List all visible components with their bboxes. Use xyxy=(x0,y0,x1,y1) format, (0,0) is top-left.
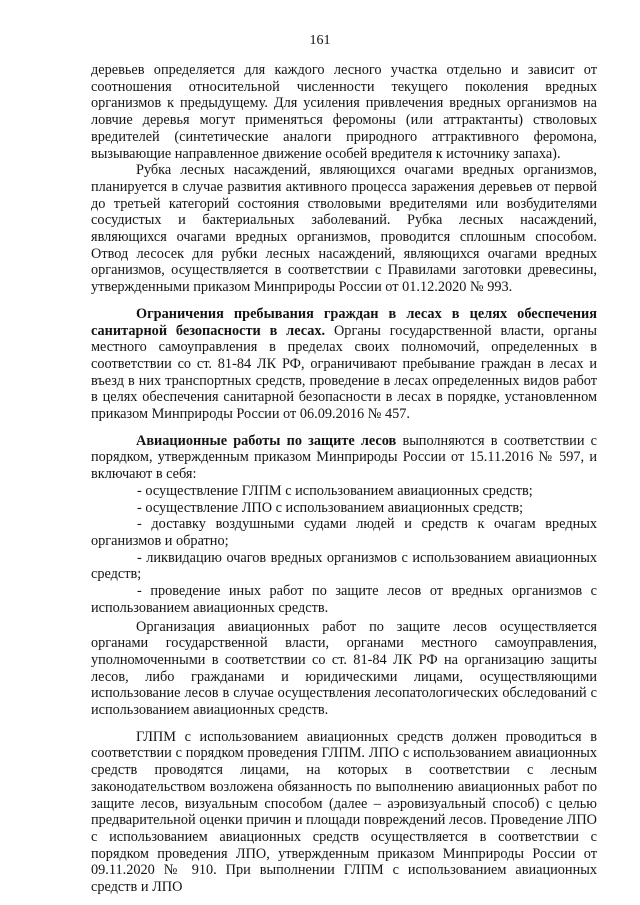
paragraph-organization: Организация авиационных работ по защите лесов осуществляется органами государственной власти, органами местного самоуправления, уполномоченными в соответствии со ст. 81-84 ЛК РФ на организацию защиты лесов, либо гражданами и юридическими лицами, осуществляющими использование лесов в случае осуществления лесопатологических обследований с использованием авиационных средств. xyxy=(91,618,597,719)
body-text xyxy=(91,62,597,896)
paragraph-continuation: деревьев определяется для каждого лесного участка отдельно и зависит от соотношения относительной численности текущего поколения вредных организмов к предыдущему. Для усиления привлечения вредных организмов на ловчие деревья могут применяться феромоны (или аттрактанты) стволовых вредителей (синтетические аналоги природного аттрактивного феромона, вызывающие направленное движение особей вредителя к источнику запаха). xyxy=(91,62,597,162)
paragraph-restrictions xyxy=(91,306,597,423)
aviation-heading: Авиационные работы по защите лесов xyxy=(136,432,397,449)
list-item: - ликвидацию очагов вредных организмов с использованием авиационных средств; xyxy=(91,549,597,583)
paragraph-aviation xyxy=(91,433,597,483)
list-item: - доставку воздушными судами людей и средств к очагам вредных организмов и обратно; xyxy=(91,516,597,549)
restrictions-heading: Ограничения пребывания граждан в лесах в целях обеспечения санитарной безопасности в лесах. xyxy=(91,305,597,339)
list-item: - осуществление ЛПО с использованием авиационных средств; xyxy=(137,499,524,516)
paragraph-felling: Рубка лесных насаждений, являющихся очагами вредных организмов, планируется в случае развития активного процесса заражения деревьев от первой до третьей категорий состояния стволовыми вредителями или возбудителями сосудистых и бактериальных заболеваний. Рубка лесных насаждений, являющихся очагами вредных организмов, проводится сплошным способом. Отвод лесосек для рубки лесных насаждений, являющихся очагами вредных организмов, осуществляется в соответствии с Правилами заготовки древесины, утвержденными приказом Минприроды России от 01.12.2020 № 993. xyxy=(91,162,597,296)
list-item: - осуществление ГЛПМ с использованием авиационных средств; xyxy=(137,482,533,499)
aviation-text: выполняются в соответствии с порядком, утвержденным приказом Минприроды России от 15.11.2016 № 597, и включают в себя: xyxy=(91,432,597,483)
list-item: - проведение иных работ по защите лесов от вредных организмов с использованием авиационных средств. xyxy=(91,583,597,616)
paragraph-glpm: ГЛПМ с использованием авиационных средств должен проводиться в соответствии с порядком проведения ГЛПМ. ЛПО с использованием авиационных средств проводятся лицами, на которых в соответствии с лесным законодательством возложена обязанность по выполнению авиационных работ по защите лесов, визуальным способом (далее – аэровизуальный способ) с целью предварительной оценки причин и площади повреждений лесов. Проведение ЛПО с использованием авиационных средств осуществляется в соответствии с порядком проведения ЛПО, утвержденным приказом Минприроды России от 09.11.2020 № 910. При выполнении ГЛПМ с использованием авиационных средств и ЛПО xyxy=(91,728,597,896)
page-number: 161 xyxy=(309,33,331,48)
restrictions-text: Органы государственной власти, органы местного самоуправления в пределах своих полномочий, определенных в соответствии со ст. 81-84 ЛК РФ, ограничивают пребывание граждан в лесах и въезд в них транспортных средств, проведение в лесах определенных видов работ в целях обеспечения санитарной безопасности в лесах в порядке, установленном приказом Минприроды России от 06.09.2016 № 457. xyxy=(91,322,597,423)
